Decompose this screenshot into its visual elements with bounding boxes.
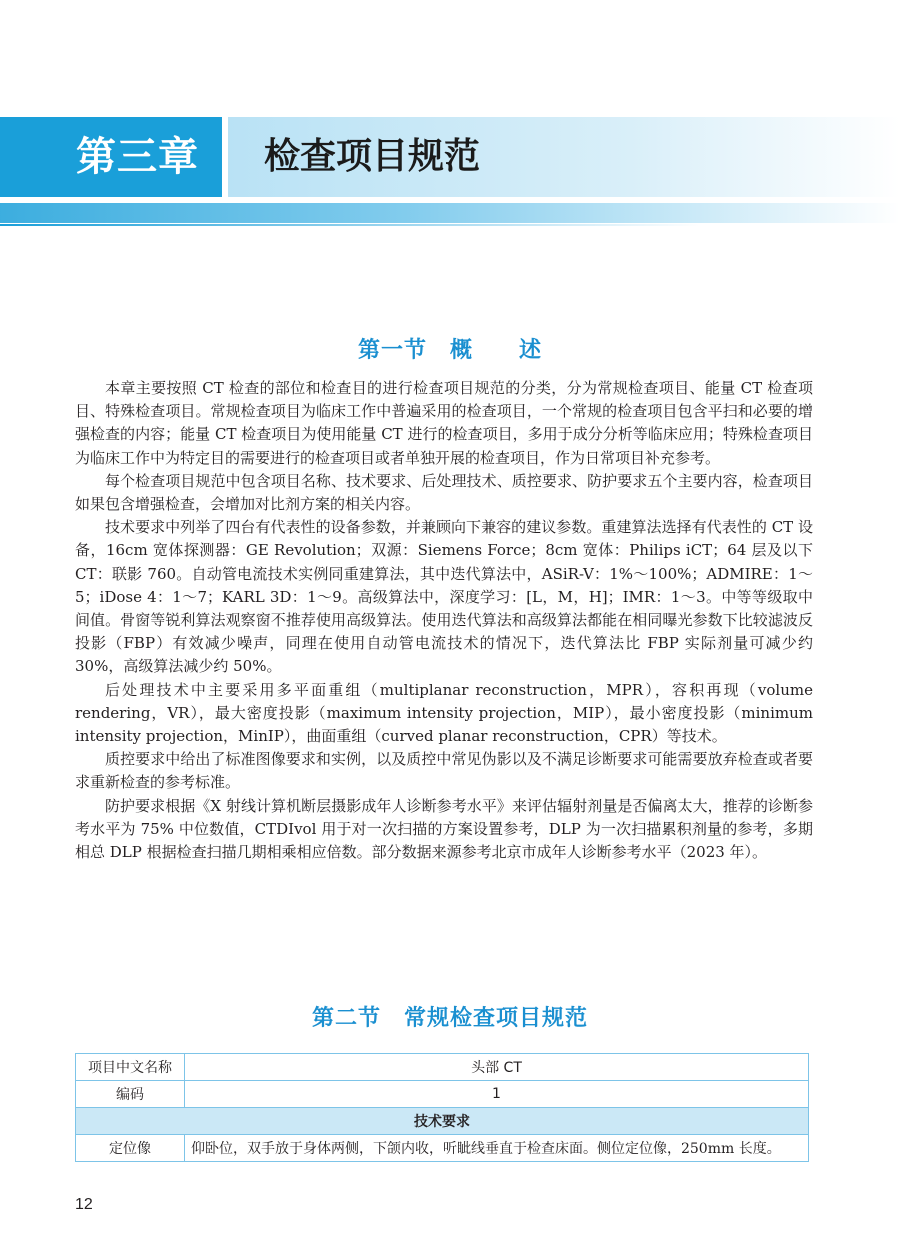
banner-decorative-rule <box>0 224 700 226</box>
chapter-title-block <box>228 117 900 197</box>
chapter-number-block <box>0 117 222 197</box>
row-value-positioning: 仰卧位，双手放于身体两侧，下颌内收，听眦线垂直于检查床面。侧位定位像，250mm 长度。 <box>185 1135 809 1162</box>
section-1-body <box>75 377 813 864</box>
paragraph-1: 本章主要按照 CT 检查的部位和检查目的进行检查项目规范的分类，分为常规检查项目、能量 CT 检查项目、特殊检查项目。常规检查项目为临床工作中普遍采用的检查项目，一个常规的检查项目包含平扫和必要的增强检查的内容；能量 CT 检查项目为使用能量 CT 进行的检查项目，多用于成分分析等临床应用；特殊检查项目为临床工作中为特定目的需要进行的检查项目或者单独开展的检查项目，作为日常项目补充参考。 <box>75 379 813 467</box>
chapter-title: 检查项目规范 <box>264 136 481 177</box>
paragraph-6: 防护要求根据《X 射线计算机断层摄影成年人诊断参考水平》来评估辐射剂量是否偏离太大，推荐的诊断参考水平为 75% 中位数值，CTDIvol 用于对一次扫描的方案设置参考，DLP 为一次扫描累积剂量的参考，多期相总 DLP 根据检查扫描几期相乘相应倍数。部分数据来源参考北京市成年人诊断参考水平（2023 年）。 <box>75 796 813 862</box>
table-row <box>76 1054 809 1081</box>
paragraph-2: 每个检查项目规范中包含项目名称、技术要求、后处理技术、质控要求、防护要求五个主要内容，检查项目如果包含增强检查，会增加对比剂方案的相关内容。 <box>75 471 813 514</box>
row-value-name: 头部 CT <box>185 1054 809 1081</box>
banner-decorative-stripe <box>0 203 900 223</box>
row-label-name: 项目中文名称 <box>76 1054 185 1081</box>
section-2-title: 第二节 常规检查项目规范 <box>311 1006 588 1031</box>
page-number: 12 <box>75 1196 93 1213</box>
row-value-code: 1 <box>185 1081 809 1108</box>
paragraph-4: 后处理技术中主要采用多平面重组（multiplanar reconstruction，MPR），容积再现（volume rendering，VR），最大密度投影（maximum intensity projection，MIP），最小密度投影（minimum intensity projection，MinIP），曲面重组（curved planar reconstruction，CPR）等技术。 <box>75 680 813 746</box>
table-band-row <box>76 1108 809 1135</box>
tech-requirements-band: 技术要求 <box>76 1108 809 1135</box>
row-label-positioning: 定位像 <box>76 1135 185 1162</box>
paragraph-5: 质控要求中给出了标准图像要求和实例，以及质控中常见伪影以及不满足诊断要求可能需要放弃检查或者要求重新检查的参考标准。 <box>75 750 813 792</box>
chapter-number: 第三章 <box>76 134 199 180</box>
table-row <box>76 1081 809 1108</box>
paragraph-3: 技术要求中列举了四台有代表性的设备参数，并兼顾向下兼容的建议参数。重建算法选择有代表性的 CT 设备，16cm 宽体探测器：GE Revolution；双源：Siemens Force；8cm 宽体：Philips iCT；64 层及以下 CT：联影 760。自动管电流技术实例同重建算法，其中迭代算法中，ASiR-V：1%～100%；ADMIRE：1～5；iDose 4：1～7；KARL 3D：1～9。高级算法中，深度学习：[L，M，H]；IMR：1～3。中等等级取中间值。骨窗等锐利算法观察窗不推荐使用高级算法。使用迭代算法和高级算法都能在相同曝光参数下比较滤波反投影（FBP）有效减少噪声，同理在使用自动管电流技术的情况下，迭代算法比 FBP 实际剂量可减少约 30%，高级算法减少约 50%。 <box>75 518 813 676</box>
spec-table <box>75 1053 809 1162</box>
row-label-code: 编码 <box>76 1081 185 1108</box>
chapter-banner <box>0 117 900 197</box>
table-row <box>76 1135 809 1162</box>
section-1-title: 第一节 概 述 <box>357 338 542 363</box>
